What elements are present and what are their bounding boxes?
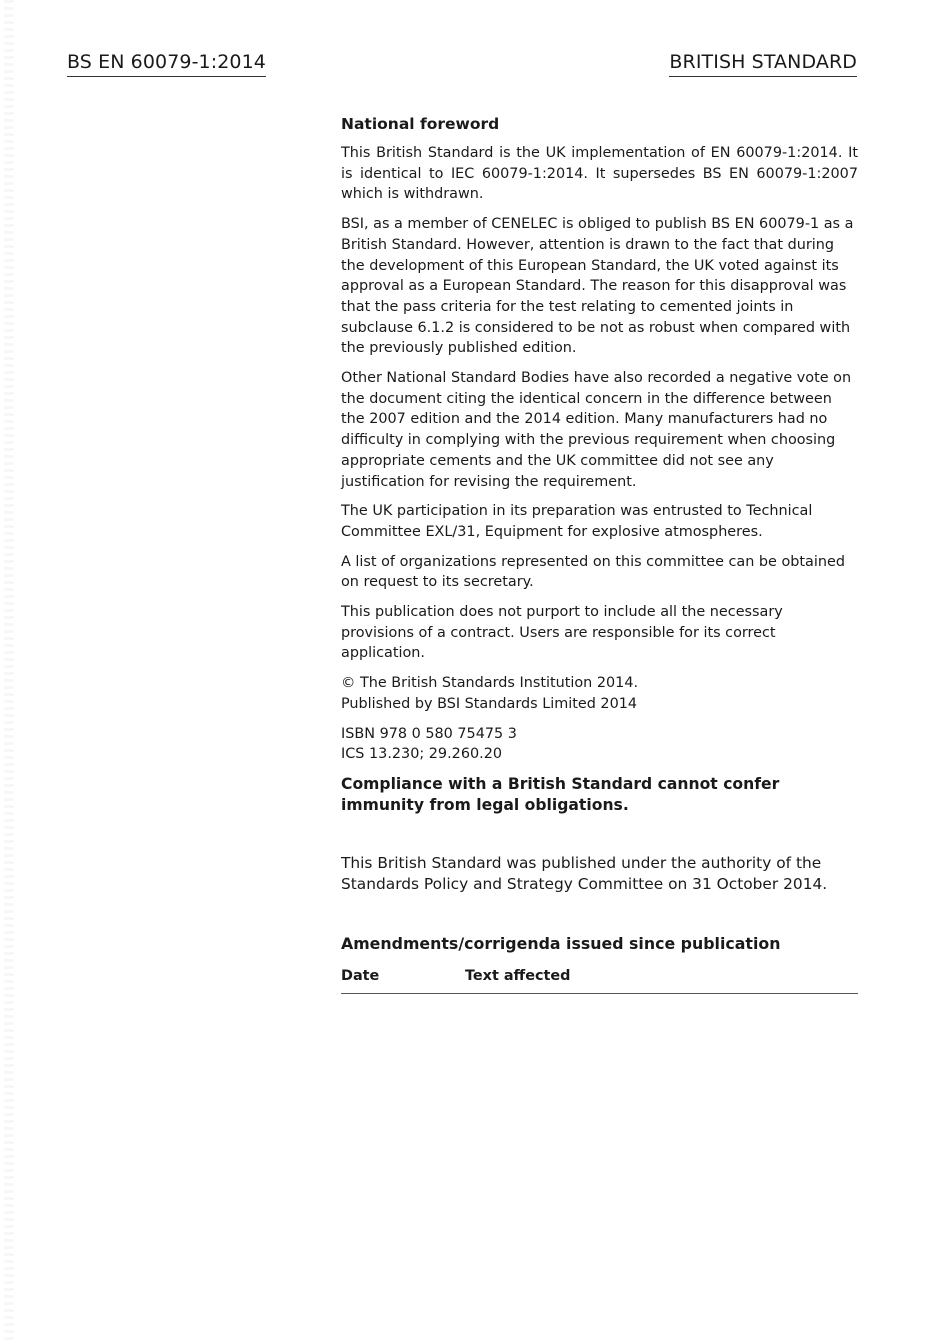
ics-line: ICS 13.230; 29.260.20 [341,746,503,763]
foreword-paragraph-3: Other National Standard Bodies have also recorded a negative vote on the document citing the identical concern in the difference between the 2007 edition and the 2014 edition. Many manufacturers had no difficulty in complying with the previous requirement when choosing appropriate cements and the UK committee did not see any justification for revising the requirement. [341,370,852,490]
legal-notice: Compliance with a British Standard cannot confer immunity from legal obligations. [341,774,780,814]
foreword-title: National foreword [341,115,500,133]
copyright-line: © The British Standards Institution 2014. [341,675,639,692]
copyright-block [341,673,858,714]
amendments-title: Amendments/corrigenda issued since publication [341,933,781,953]
authority-statement: This British Standard was published under the authority of the Standards Policy and Strategy Committee on 31 October 2014. [341,853,828,893]
document-number: BS EN 60079-1:2014 [67,50,266,77]
foreword-paragraph-5: A list of organizations represented on this committee can be obtained on request to its secretary. [341,553,845,591]
isbn-line: ISBN 978 0 580 75475 3 [341,725,517,742]
publisher-line: Published by BSI Standards Limited 2014 [341,695,638,712]
foreword-paragraph-1: This British Standard is the UK implementation of EN 60079-1:2014. It is identical to IEC 60079-1:2014. It supersedes BS EN 60079-1:2007 which is withdrawn. [341,145,858,203]
amendments-header-row [341,966,858,993]
amendments-table [341,966,858,994]
margin-watermark-strip [4,0,14,1344]
column-header-text-affected: Text affected [465,966,858,993]
foreword-paragraph-4: The UK participation in its preparation was entrusted to Technical Committee EXL/31, Equipment for explosive atmospheres. [341,503,813,540]
foreword-paragraph-6: This publication does not purport to include all the necessary provisions of a contract. Users are responsible for its correct application. [341,604,783,662]
foreword-paragraph-2: BSI, as a member of CENELEC is obliged to publish BS EN 60079-1 as a British Standard. However, attention is drawn to the fact that during the development of this European Standard, the UK voted against its approval as a European Standard. The reason for this disapproval was that the pass criteria for the test relating to cemented joints in subclause 6.1.2 is considered to be not as robust when compared with the previously published edition. [341,216,854,357]
document-type: BRITISH STANDARD [669,50,857,77]
identifiers-block [341,724,858,765]
column-header-date: Date [341,966,465,993]
foreword-content [341,113,858,994]
